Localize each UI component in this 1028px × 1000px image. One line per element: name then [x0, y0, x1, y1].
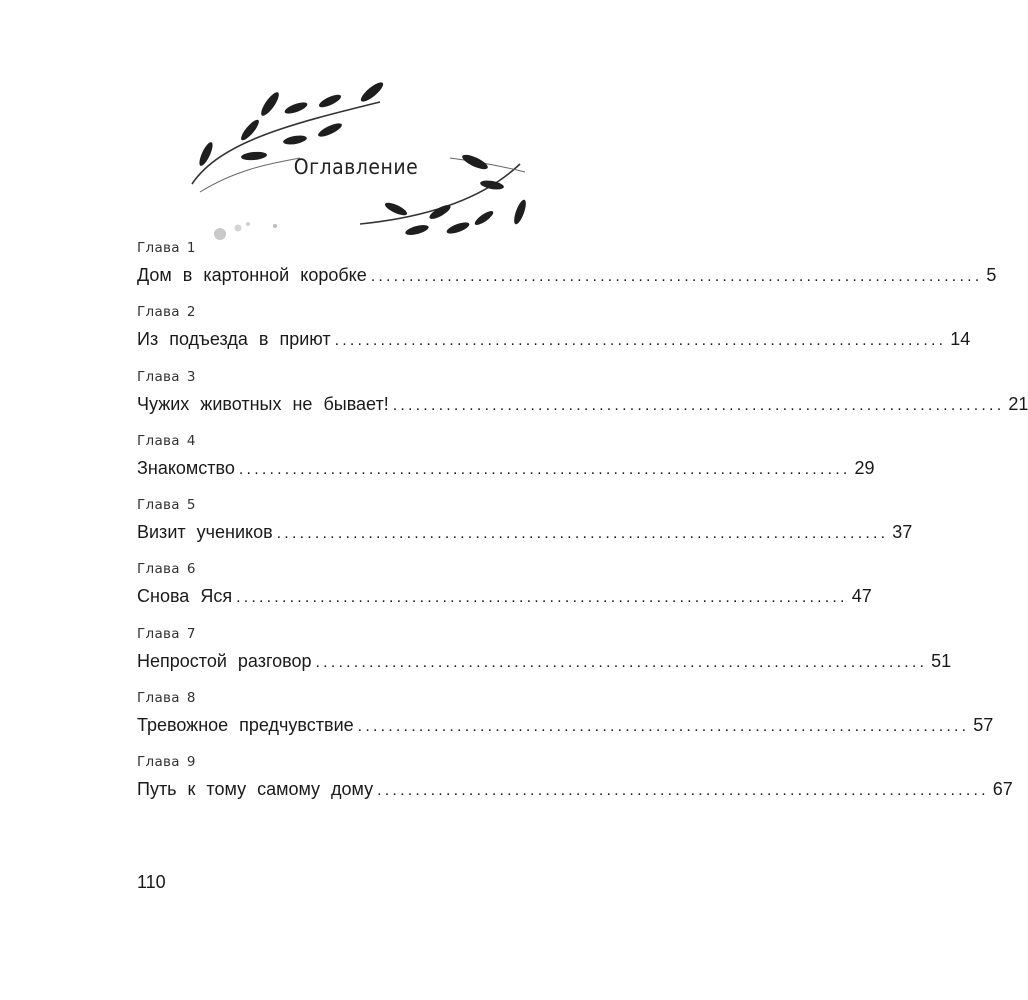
toc-entry	[137, 367, 1028, 431]
chapter-label	[137, 559, 573, 579]
toc-line	[137, 322, 971, 356]
chapter-page: 21	[1008, 393, 1028, 414]
toc-entry	[137, 624, 952, 688]
chapter-label-text: Глава	[137, 432, 180, 449]
toc-line	[137, 579, 872, 613]
toc-entry	[137, 688, 994, 752]
chapter-label	[137, 752, 573, 772]
chapter-label-text: Глава	[137, 625, 180, 642]
chapter-number: 3	[186, 368, 196, 385]
chapter-number: 9	[186, 754, 196, 771]
chapter-title: Чужих животных не бывает!	[137, 393, 389, 414]
chapter-label-text: Глава	[137, 240, 180, 256]
chapter-number: 1	[186, 240, 196, 256]
toc-line	[137, 708, 994, 742]
chapter-title: Тревожное предчувствие	[137, 715, 354, 736]
toc-entry	[137, 431, 875, 495]
chapter-label	[137, 367, 573, 387]
chapter-number: 2	[186, 304, 196, 321]
chapter-number: 5	[186, 497, 196, 514]
page-number: 110	[137, 872, 166, 892]
chapter-label-text: Глава	[137, 304, 180, 321]
chapter-number: 8	[186, 690, 196, 707]
toc-entry	[137, 495, 913, 559]
toc-line	[137, 515, 913, 549]
chapter-number: 7	[186, 625, 196, 642]
dot-leader: ................................................................................	[238, 460, 851, 478]
chapter-title: Дом в картонной коробке	[137, 265, 367, 285]
dot-leader: ................................................................................	[357, 718, 970, 736]
chapter-label-text: Глава	[137, 368, 180, 385]
dot-leader: ................................................................................	[276, 525, 889, 543]
toc-entry	[137, 559, 872, 623]
chapter-label	[137, 431, 573, 451]
chapter-page: 57	[973, 715, 994, 736]
chapter-label	[137, 624, 573, 644]
dot-leader: ................................................................................	[236, 589, 848, 607]
dot-leader: ................................................................................	[334, 332, 947, 350]
table-of-contents	[137, 238, 1028, 817]
chapter-label-text: Глава	[137, 497, 180, 514]
toc-line	[137, 387, 1028, 421]
chapter-title: Непростой разговор	[137, 650, 312, 671]
chapter-label-text: Глава	[137, 561, 180, 578]
toc-line	[137, 644, 952, 678]
toc-entry	[137, 238, 997, 302]
chapter-page: 51	[931, 650, 952, 671]
chapter-label	[137, 688, 573, 708]
chapter-title: Снова Яся	[137, 586, 233, 607]
toc-line	[137, 772, 1013, 806]
chapter-title: Из подъезда в приют	[137, 329, 331, 350]
chapter-title: Путь к тому самому дому	[137, 779, 374, 800]
chapter-page: 5	[986, 265, 997, 285]
chapter-number: 4	[186, 432, 196, 449]
chapter-page: 47	[851, 586, 872, 607]
chapter-page: 67	[992, 779, 1013, 800]
toc-entry	[137, 752, 1013, 816]
chapter-label-text: Глава	[137, 754, 180, 771]
chapter-label	[137, 238, 573, 258]
chapter-label	[137, 495, 573, 515]
chapter-page: 14	[950, 329, 971, 350]
dot-leader: ................................................................................	[315, 653, 928, 671]
toc-line	[137, 258, 997, 292]
chapter-page: 37	[892, 522, 913, 543]
toc-line	[137, 451, 875, 485]
chapter-number: 6	[186, 561, 196, 578]
toc-entry	[137, 302, 971, 366]
chapter-title: Знакомство	[137, 457, 235, 478]
chapter-title: Визит учеников	[137, 522, 273, 543]
chapter-label-text: Глава	[137, 690, 180, 707]
dot-leader: ................................................................................	[392, 396, 1005, 414]
chapter-page: 29	[854, 457, 875, 478]
dot-leader: ................................................................................	[377, 782, 989, 800]
page-title: Оглавление	[293, 155, 419, 179]
chapter-label	[137, 302, 573, 322]
dot-leader: ................................................................................	[370, 268, 983, 285]
